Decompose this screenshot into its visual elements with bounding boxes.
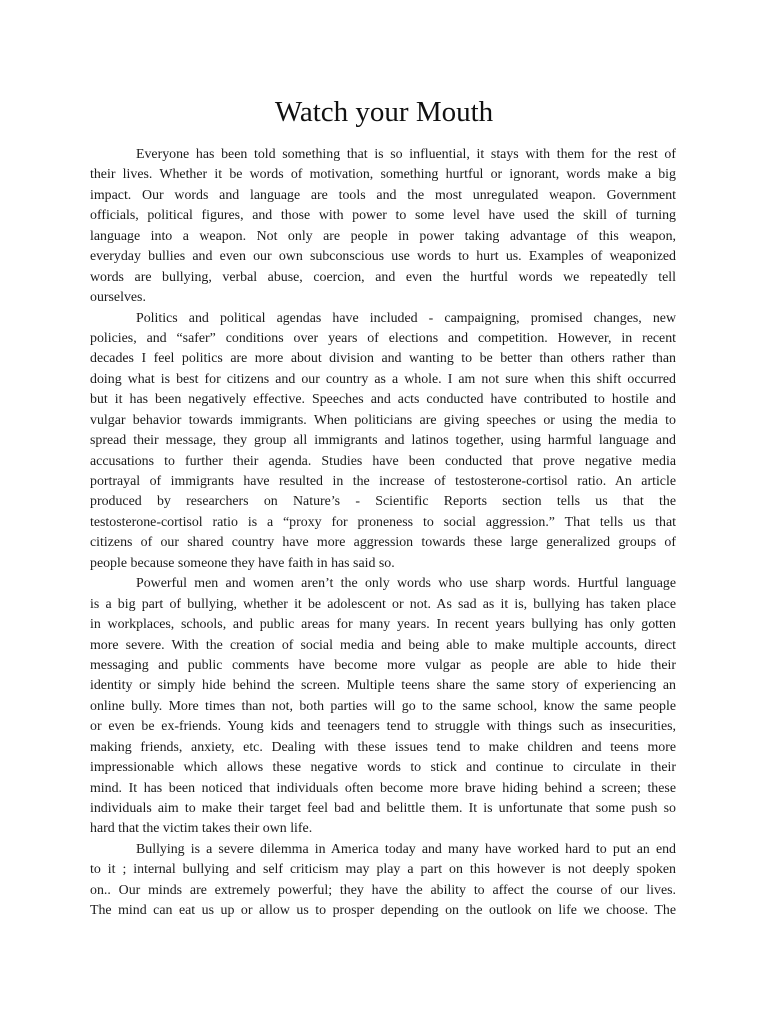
text-line: words are bullying, verbal abuse, coercion, and even the hurtful words we repeatedly tell	[90, 269, 676, 285]
text-line: messaging and public comments have become more vulgar as people are able to hide their	[90, 657, 676, 673]
text-line: doing what is best for citizens and our country as a whole. I am not sure when this shift occurred	[90, 371, 676, 387]
text-line: produced by researchers on Nature’s - Scientific Reports section tells us that the	[90, 494, 676, 510]
text-line: ourselves.	[90, 290, 146, 306]
text-line: testosterone-cortisol ratio is a “proxy for proneness to social aggression.” That tells us that	[90, 514, 676, 530]
text-line: impressionable which allows these negative words to stick and continue to circulate in their	[90, 760, 676, 776]
text-line: vulgar behavior towards immigrants. When politicians are giving speeches or using the media to	[90, 412, 676, 428]
text-line: is a big part of bullying, whether it be adolescent or not. As sad as it is, bullying has taken place	[90, 596, 676, 612]
text-line: to it ; internal bullying and self criticism may play a part on this however is not deeply spoken	[90, 862, 676, 878]
text-line: their lives. Whether it be words of motivation, something hurtful or ignorant, words make a big	[90, 167, 676, 183]
text-line: hard that the victim takes their own life.	[90, 821, 313, 837]
text-line: accusations to further their agenda. Studies have been conducted that prove negative media	[90, 453, 676, 469]
text-line: identity or simply hide behind the screen. Multiple teens share the same story of experiencing an	[90, 678, 676, 694]
text-line: online bully. More times than not, both parties will go to the same school, know the same people	[90, 698, 676, 714]
text-line: or even be ex-friends. Young kids and teenagers tend to struggle with things such as insecurities,	[90, 719, 676, 735]
document-title: Watch your Mouth	[274, 96, 494, 128]
text-line: in workplaces, schools, and public areas for many years. In recent years bullying has only gotten	[90, 617, 676, 633]
text-line: but it has been negatively effective. Speeches and acts conducted have contributed to hostile and	[90, 392, 676, 408]
text-line: mind. It has been noticed that individuals often become more brave hiding behind a screen; these	[90, 780, 676, 796]
text-line: Politics and political agendas have included - campaigning, promised changes, new	[136, 310, 676, 326]
text-line: spread their message, they group all immigrants and latinos together, using harmful language and	[90, 433, 676, 449]
text-line: individuals aim to make their target feel bad and belittle them. It is unfortunate that some push so	[90, 801, 676, 816]
text-line: on.. Our minds are extremely powerful; they have the ability to affect the course of our lives.	[90, 882, 676, 898]
text-line: Powerful men and women aren’t the only words who use sharp words. Hurtful language	[136, 576, 676, 592]
text-line: Bullying is a severe dilemma in America today and many have worked hard to put an end	[136, 841, 676, 857]
text-line: language into a weapon. Not only are people in power taking advantage of this weapon,	[90, 228, 676, 244]
text-line: making friends, anxiety, etc. Dealing with these issues tend to make children and teens more	[90, 739, 676, 755]
text-line: impact. Our words and language are tools and the most unregulated weapon. Government	[90, 187, 676, 203]
text-line: more severe. With the creation of social media and being able to make multiple accounts, direct	[90, 637, 676, 653]
text-line: policies, and “safer” conditions over years of elections and competition. However, in recent	[90, 330, 676, 346]
text-line: citizens of our shared country have more aggression towards these large generalized groups of	[90, 535, 676, 551]
text-line: people because someone they have faith in has said so.	[90, 555, 395, 571]
text-line: Everyone has been told something that is so influential, it stays with them for the rest of	[136, 147, 676, 162]
text-line: decades I feel politics are more about division and wanting to be better than others rather than	[90, 351, 676, 367]
text-line: portrayal of immigrants have resulted in the increase of testosterone-cortisol ratio. An article	[90, 474, 676, 489]
text-line: everyday bullies and even our own subconscious use words to hurt us. Examples of weaponized	[90, 249, 676, 265]
text-line: The mind can eat us up or allow us to prosper depending on the outlook on life we choose. The	[90, 903, 676, 919]
text-line: officials, political figures, and those with power to some level have used the skill of turning	[90, 208, 676, 224]
document-body	[90, 145, 676, 922]
